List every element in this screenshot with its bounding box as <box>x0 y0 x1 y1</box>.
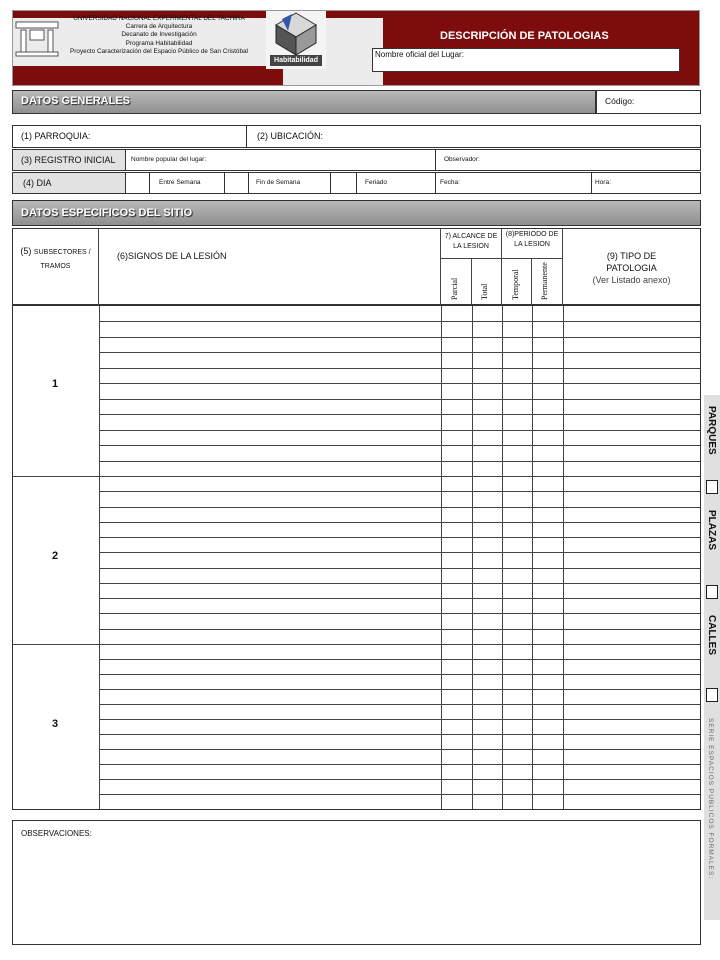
table-row-line <box>99 613 700 614</box>
col-subsectores-header <box>13 245 98 273</box>
table-row-line <box>99 414 700 415</box>
total-header <box>480 284 489 300</box>
col5-subtitle: TRAMOS <box>40 263 71 270</box>
group-separator-line <box>13 644 700 645</box>
tab-calles-label: CALLES <box>706 615 717 655</box>
dia-label: (4) DIA <box>23 178 52 188</box>
university-name: UNIVERSIDAD NACIONAL EXPERIMENTAL DEL TACHIRA <box>73 15 245 22</box>
career-name: Carrera de Arquitectura <box>125 23 193 31</box>
nombre-popular-label: Nombre popular del lugar: <box>131 156 207 163</box>
group-label: 2 <box>51 550 59 562</box>
col7-line1: 7) ALCANCE DE <box>444 233 498 240</box>
registro-label-cell <box>12 149 126 171</box>
table-row-line <box>99 794 700 795</box>
col5-number: (5) <box>20 246 32 256</box>
temporal-label: Temporal <box>511 269 520 300</box>
col-signos-header: (6)SIGNOS DE LA LESIÓN <box>117 251 227 261</box>
logo-label: Habitabilidad <box>270 55 322 66</box>
university-crest-icon <box>14 18 60 58</box>
ubicacion-field[interactable] <box>246 125 701 148</box>
codigo-label: Código: <box>605 96 635 106</box>
datos-especificos-header <box>12 200 701 226</box>
table-row-line <box>99 734 700 735</box>
col-tipo-header <box>562 250 701 286</box>
codigo-field[interactable] <box>596 90 701 114</box>
table-row-line <box>99 352 700 353</box>
fecha-label: Fecha: <box>440 179 460 186</box>
group-separator-line <box>13 476 700 477</box>
col5-title: SUBSECTORES / <box>33 249 91 256</box>
group-label: 3 <box>51 718 59 730</box>
place-name-field[interactable] <box>372 48 680 72</box>
table-row-line <box>99 598 700 599</box>
hora-label: Hora: <box>595 179 611 186</box>
fin-semana-checkbox[interactable] <box>224 172 249 194</box>
table-row-line <box>99 689 700 690</box>
table-row-line <box>99 337 700 338</box>
fecha-field[interactable] <box>435 172 592 194</box>
table-row-line <box>99 659 700 660</box>
divider <box>98 228 99 305</box>
cube-logo-icon <box>266 11 326 57</box>
table-row-line <box>99 764 700 765</box>
table-row-line <box>99 430 700 431</box>
tab-calles[interactable] <box>706 615 717 655</box>
table-row-line <box>99 445 700 446</box>
habitabilidad-logo <box>266 11 326 69</box>
dia-label-cell <box>12 172 126 194</box>
observador-label: Observador: <box>444 156 480 163</box>
divider <box>440 258 562 259</box>
header-maroon-base <box>13 66 283 85</box>
col-periodo-header <box>501 230 563 250</box>
entre-semana-checkbox[interactable] <box>125 172 150 194</box>
temporal-header <box>511 269 520 300</box>
observador-field[interactable] <box>435 149 701 171</box>
table-row-line <box>99 461 700 462</box>
table-row-line <box>99 749 700 750</box>
table-row-line <box>99 704 700 705</box>
divider <box>531 258 532 305</box>
parques-checkbox[interactable] <box>706 480 718 494</box>
observaciones-field[interactable] <box>12 820 701 945</box>
table-row-line <box>99 552 700 553</box>
series-label <box>707 718 714 879</box>
parcial-label: Parcial <box>450 277 459 300</box>
table-row-line <box>99 507 700 508</box>
permanente-label: Permanente <box>540 262 549 300</box>
table-row-line <box>99 383 700 384</box>
table-row-line <box>99 583 700 584</box>
plazas-checkbox[interactable] <box>706 585 718 599</box>
table-row-line <box>99 491 700 492</box>
series-text: SERIE ESPACIOS PUBLICOS FORMALES: <box>707 718 714 880</box>
project-name: Proyecto Caracterización del Espacio Público de San Cristóbal <box>70 47 248 55</box>
table-row-line <box>99 522 700 523</box>
university-info <box>60 15 258 56</box>
tab-parques[interactable] <box>706 406 717 455</box>
table-row-line <box>99 779 700 780</box>
form-title: DESCRIPCIÓN DE PATOLOGIAS <box>440 30 609 42</box>
permanente-header <box>540 262 549 300</box>
table-row-line <box>99 568 700 569</box>
table-row-line <box>99 719 700 720</box>
entre-semana-cell <box>149 172 225 194</box>
lesion-table-body <box>12 305 701 810</box>
deanery-name: Decanato de Investigación <box>121 31 197 39</box>
feriado-label: Feriado <box>365 179 388 186</box>
table-row-line <box>99 537 700 538</box>
ubicacion-label: (2) UBICACIÓN: <box>257 131 324 141</box>
entre-semana-label: Entre Semana <box>159 179 201 186</box>
feriado-cell <box>356 172 436 194</box>
table-row-line <box>99 399 700 400</box>
place-name-label: Nombre oficial del Lugar: <box>375 50 464 59</box>
nombre-popular-field[interactable] <box>125 149 436 171</box>
group-label: 1 <box>51 378 59 390</box>
tab-plazas[interactable] <box>706 510 717 550</box>
divider <box>471 258 472 305</box>
parroquia-label: (1) PARROQUIA: <box>21 131 91 141</box>
table-row-line <box>99 674 700 675</box>
feriado-checkbox[interactable] <box>330 172 357 194</box>
col-alcance-header <box>440 232 502 252</box>
col9-line2: PATOLOGIA <box>606 263 657 273</box>
fin-semana-cell <box>248 172 331 194</box>
col9-line3: (Ver Listado anexo) <box>592 275 671 285</box>
tab-parques-label: PARQUES <box>706 406 717 455</box>
total-label: Total <box>480 283 489 300</box>
table-row-line <box>99 321 700 322</box>
datos-especificos-title: DATOS ESPECIFICOS DEL SITIO <box>21 207 193 219</box>
col7-line2: LA LESION <box>453 243 489 250</box>
parroquia-field[interactable] <box>12 125 247 148</box>
table-row-line <box>99 629 700 630</box>
fin-semana-label: Fin de Semana <box>256 179 301 186</box>
calles-checkbox[interactable] <box>706 688 718 702</box>
col8-line2: LA LESION <box>514 241 550 248</box>
col9-line1: (9) TIPO DE <box>606 251 657 261</box>
datos-generales-title: DATOS GENERALES <box>21 95 130 107</box>
datos-generales-header <box>12 90 596 114</box>
table-row-line <box>99 368 700 369</box>
tab-plazas-label: PLAZAS <box>706 510 717 550</box>
program-name: Programa Habitabilidad <box>125 39 193 47</box>
observaciones-label: OBSERVACIONES: <box>21 829 92 838</box>
hora-field[interactable] <box>591 172 701 194</box>
registro-label: (3) REGISTRO INICIAL <box>21 155 116 165</box>
parcial-header <box>450 278 459 300</box>
col8-line1: (8)PERIODO DE <box>505 231 559 238</box>
